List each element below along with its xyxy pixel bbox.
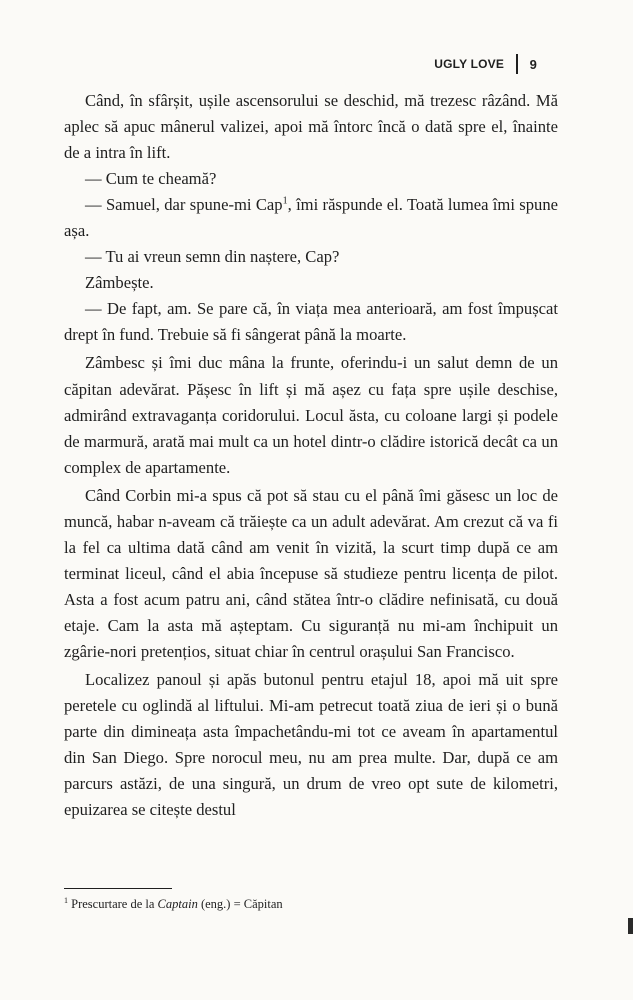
dialogue-line: — Cum te cheamă? xyxy=(85,169,217,189)
dialogue-line: — De fapt, am. Se pare că, în viața mea anterioară, am fost împușcat drept în fund. Trebuie să fi sângerat până la moarte. xyxy=(64,299,558,345)
footnote-marker: 1 xyxy=(64,895,68,905)
running-header xyxy=(434,54,537,74)
paragraph: Localizez panoul și apăs butonul pentru etajul 18, apoi mă uit spre peretele cu oglindă al liftului. Mi-am petrecut toată ziua de ieri și o bună parte din dimineața asta împachetându-mi tot ce aveam în apartamentul din San Diego. Spre norocul meu, nu am prea multe. Dar, după ce am parcurs astăzi, de una singură, un drum de vreo opt sute de kilometri, epuizarea se citește destul xyxy=(64,670,558,820)
footnote: $^1$ Prescurtare de la Captain (eng.) = Căpitan xyxy=(64,895,283,911)
book-title: UGLY LOVE xyxy=(434,57,505,71)
dialogue-line: — Tu ai vreun semn din naștere, Cap? xyxy=(85,247,340,267)
paragraph: Când, în sfârșit, ușile ascensorului se deschid, mă trezesc râzând. Mă aplec să apuc mânerul valizei, apoi mă întorc încă o dată spre el, înainte de a intra în lift. xyxy=(64,91,558,163)
header-divider xyxy=(516,54,518,74)
page-edge-mark xyxy=(628,918,633,934)
footnote-ref: 1 xyxy=(282,195,288,207)
dialogue-line: — Samuel, dar spune-mi Cap$^1$, îmi răspunde el. Toată lumea îmi spune așa. xyxy=(64,195,558,241)
page-number: 9 xyxy=(529,56,537,72)
paragraph: Când Corbin mi-a spus că pot să stau cu el până îmi găsesc un loc de muncă, habar n-aveam că trăiește ca un adult adevărat. Am crezut că va fi la fel ca ultima dată când am venit în vizită, la scurt timp după ce am terminat liceul, când el abia începuse să studieze pentru licența de pilot. Asta a fost acum patru ani, când stătea într-o clădire nefinisată, cu două etaje. Cam la asta mă așteptam. Cu siguranță nu mi-am închipuit un zgârie-nori pretențios, situat chiar în centrul orașului San Francisco. xyxy=(64,485,558,661)
paragraph: Zâmbește. xyxy=(85,273,154,293)
body-text xyxy=(64,88,558,823)
paragraph: Zâmbesc și îmi duc mâna la frunte, oferindu-i un salut demn de un căpitan adevărat. Pășesc în lift și mă așez cu fața spre ușile deschise, admirând extravaganța coridorului. Locul ăsta, cu coloane largi și podele de marmură, arată mai mult ca un hotel dintr-o clădire istorică decât ca un complex de apartamente. xyxy=(64,353,558,477)
footnote-rule xyxy=(64,888,172,889)
